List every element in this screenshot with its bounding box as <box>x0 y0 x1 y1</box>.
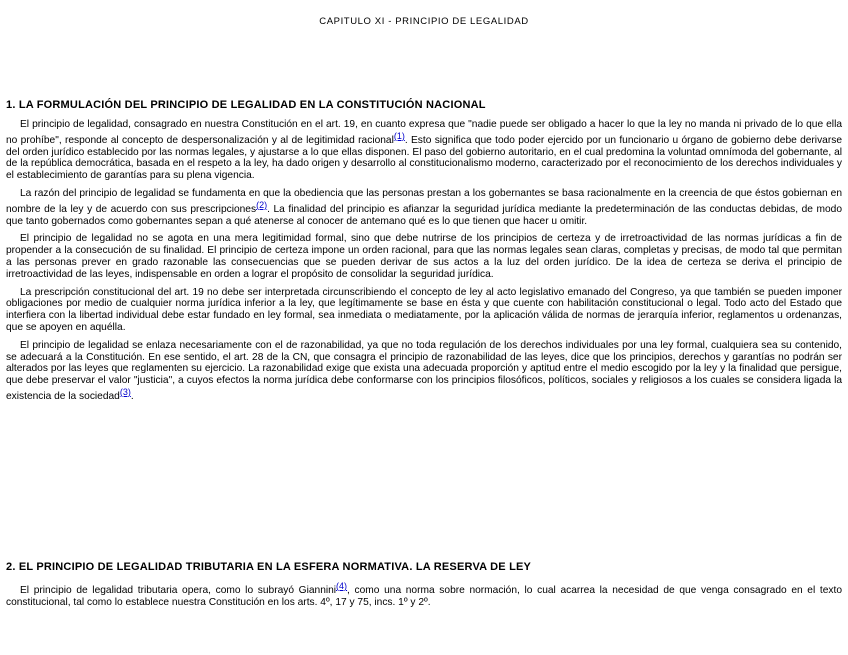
footnote-link-3[interactable]: (3) <box>119 386 131 397</box>
running-header: CAPITULO XI - PRINCIPIO DE LEGALIDAD <box>319 16 529 27</box>
paragraph: La prescripción constitucional del art. 19 no debe ser interpretada circunscribiendo el concepto de ley al acto legislativo emanado del Congreso, ya que también se pueden imponer obligaciones por medio de cualquier norma jurídica inferior a la ley, que legítimamente se base en ésta y que cuente con habilitación constitucional o legal. Todo acto del Estado que interfiera con la libertad individual debe estar fundado en ley formal, sea inmediata o mediatamente, por la aplicación válida de normas de jerarquía inferior, reglamentos u ordenanzas, que se apoyen en aquélla. <box>6 286 842 333</box>
section-2-heading: 2. EL PRINCIPIO DE LEGALIDAD TRIBUTARIA EN LA ESFERA NORMATIVA. LA RESERVA DE LEY <box>6 561 532 573</box>
footnote-link-1[interactable]: (1) <box>393 130 405 141</box>
paragraph: El principio de legalidad se enlaza necesariamente con el de razonabilidad, ya que no toda regulación de los derechos individuales por una ley formal, cualquiera sea su contenido, se adecuará a la Constitución. En ese sentido, el art. 28 de la CN, que consagra el principio de razonabilidad de las leyes, dice que los principios, derechos y garantías no podrán ser alterados por las leyes que reglamenten su ejercicio. La razonabilidad exige que exista una adecuada proporción y aptitud entre el medio escogido por la ley y la finalidad que persigue, que debe preservar el valor "justicia", a cuyos efectos la norma jurídica debe conformarse con los principios filosóficos, políticos, sociales y religiosos a los cuales se considera ligada la existencia de la sociedad(3). <box>6 339 842 402</box>
footnote-link-4[interactable]: (4) <box>336 581 348 591</box>
paragraph: El principio de legalidad, consagrado en nuestra Constitución en el art. 19, en cuanto expresa que "nadie puede ser obligado a hacer lo que la ley no manda ni privado de lo que ella no prohíbe", responde al concepto de despersonalización y al de legitimidad racional(1). Esto significa que todo poder ejercido por un funcionario u órgano de gobierno debe derivarse del orden jurídico establecido por las normas legales, y ajustarse a lo que ellas disponen. El paso del gobierno autoritario, en el cual predomina la voluntad omnímoda del gobernante, al de la república democrática, basada en el respeto a la ley, ha dado origen y desarrollo al constitucionalismo moderno, caracterizado por el reconocimiento de los derechos individuales y el establecimiento de garantías para su plena vigencia. <box>6 119 842 182</box>
section-1-heading: 1. LA FORMULACIÓN DEL PRINCIPIO DE LEGALIDAD EN LA CONSTITUCIÓN NACIONAL <box>6 99 486 111</box>
section-2 <box>6 561 842 615</box>
paragraph: El principio de legalidad tributaria opera, como lo subrayó Giannini(4), como una norma sobre normación, lo cual acarrea la necesidad de que venga consagrado en el texto constitucional, tal como lo establece nuestra Constitución en los arts. 4º, 17 y 75, incs. 1º y 2º. <box>6 581 842 608</box>
section-1 <box>6 99 842 409</box>
paragraph: El principio de legalidad no se agota en una mera legitimidad formal, sino que debe nutrirse de los principios de certeza y de irretroactividad de las normas jurídicas a fin de propender a la consecución de su finalidad. El principio de certeza impone un orden racional, para que las normas legales sean claras, completas y precisas, de modo tal que permitan a las personas prever en grado razonable las consecuencias que se pueden derivar de sus actos a la luz del orden jurídico. De la idea de certeza se deriva el principio de irretroactividad de las leyes, indispensable en orden a lograr el propósito de consolidar la seguridad jurídica. <box>6 233 842 280</box>
paragraph: La razón del principio de legalidad se fundamenta en que la obediencia que las personas prestan a los gobernantes se basa racionalmente en la creencia de que éstos gobiernan en nombre de la ley y de acuerdo con sus prescripciones(2). La finalidad del principio es afianzar la seguridad jurídica mediante la predeterminación de las conductas debidas, de modo que tanto gobernados como gobernantes sepan a qué atenerse al conocer de antemano qué es lo que tienen que hacer u omitir. <box>6 187 842 227</box>
footnote-link-2[interactable]: (2) <box>256 199 268 210</box>
